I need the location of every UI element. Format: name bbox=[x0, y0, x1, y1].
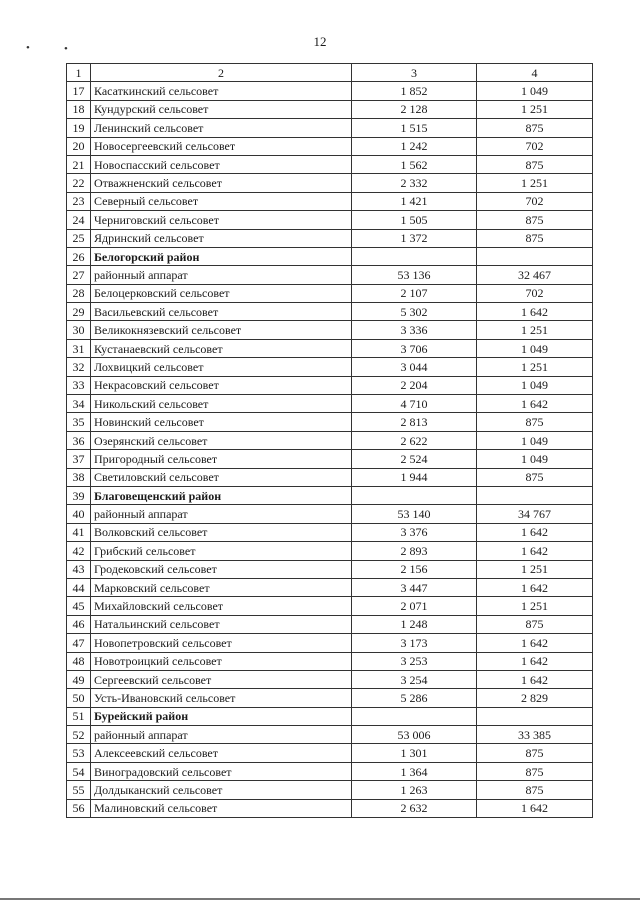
table-row bbox=[67, 578, 593, 596]
row-number: 41 bbox=[67, 523, 91, 541]
row-value-col4: 1 251 bbox=[477, 597, 593, 615]
row-value-col4: 33 385 bbox=[477, 726, 593, 744]
table-row bbox=[67, 615, 593, 633]
row-number: 55 bbox=[67, 781, 91, 799]
row-number: 43 bbox=[67, 560, 91, 578]
row-name: Васильевский сельсовет bbox=[91, 303, 352, 321]
table-row bbox=[67, 339, 593, 357]
row-value-col3: 1 248 bbox=[352, 615, 477, 633]
row-name: Светиловский сельсовет bbox=[91, 468, 352, 486]
row-value-col3: 2 524 bbox=[352, 450, 477, 468]
district-row bbox=[67, 707, 593, 725]
table-row bbox=[67, 321, 593, 339]
row-value-col3: 1 944 bbox=[352, 468, 477, 486]
row-value-col4: 1 642 bbox=[477, 634, 593, 652]
row-name: Бурейский район bbox=[91, 707, 352, 725]
row-value-col3: 1 364 bbox=[352, 762, 477, 780]
row-number: 37 bbox=[67, 450, 91, 468]
row-number: 36 bbox=[67, 431, 91, 449]
row-name: Белоцерковский сельсовет bbox=[91, 284, 352, 302]
row-number: 54 bbox=[67, 762, 91, 780]
row-value-col3: 53 140 bbox=[352, 505, 477, 523]
row-value-col4: 875 bbox=[477, 615, 593, 633]
row-value-col4: 875 bbox=[477, 744, 593, 762]
row-name: Новотроицкий сельсовет bbox=[91, 652, 352, 670]
row-number: 33 bbox=[67, 376, 91, 394]
row-value-col3 bbox=[352, 707, 477, 725]
row-name: Новоспасский сельсовет bbox=[91, 155, 352, 173]
table-row bbox=[67, 689, 593, 707]
row-value-col3: 2 204 bbox=[352, 376, 477, 394]
row-value-col4: 1 049 bbox=[477, 431, 593, 449]
page-number: 12 bbox=[313, 34, 327, 49]
row-value-col3: 5 302 bbox=[352, 303, 477, 321]
header-col-1: 1 bbox=[67, 64, 91, 82]
row-value-col4 bbox=[477, 247, 593, 265]
row-value-col3: 2 156 bbox=[352, 560, 477, 578]
row-name: Грибский сельсовет bbox=[91, 542, 352, 560]
row-value-col4: 1 049 bbox=[477, 82, 593, 100]
row-value-col4: 702 bbox=[477, 192, 593, 210]
row-name: Некрасовский сельсовет bbox=[91, 376, 352, 394]
header-col-2: 2 bbox=[91, 64, 352, 82]
row-value-col4: 1 251 bbox=[477, 560, 593, 578]
row-name: Никольский сельсовет bbox=[91, 395, 352, 413]
row-number: 35 bbox=[67, 413, 91, 431]
row-number: 23 bbox=[67, 192, 91, 210]
row-value-col3: 1 263 bbox=[352, 781, 477, 799]
row-value-col4: 1 642 bbox=[477, 578, 593, 596]
row-number: 42 bbox=[67, 542, 91, 560]
row-number: 18 bbox=[67, 100, 91, 118]
row-number: 51 bbox=[67, 707, 91, 725]
row-name: Пригородный сельсовет bbox=[91, 450, 352, 468]
header-col-4: 4 bbox=[477, 64, 593, 82]
row-value-col3: 2 332 bbox=[352, 174, 477, 192]
row-value-col3: 1 505 bbox=[352, 211, 477, 229]
row-value-col3: 1 301 bbox=[352, 744, 477, 762]
district-row bbox=[67, 247, 593, 265]
row-name: Великокнязевский сельсовет bbox=[91, 321, 352, 339]
row-number: 21 bbox=[67, 155, 91, 173]
row-value-col3: 2 107 bbox=[352, 284, 477, 302]
row-name: Михайловский сельсовет bbox=[91, 597, 352, 615]
budget-allocation-table bbox=[66, 63, 593, 818]
row-value-col4: 1 642 bbox=[477, 395, 593, 413]
row-name: Кундурский сельсовет bbox=[91, 100, 352, 118]
table-row bbox=[67, 413, 593, 431]
row-value-col4: 1 049 bbox=[477, 376, 593, 394]
row-number: 38 bbox=[67, 468, 91, 486]
row-number: 26 bbox=[67, 247, 91, 265]
row-value-col3: 4 710 bbox=[352, 395, 477, 413]
table-row bbox=[67, 192, 593, 210]
table-row bbox=[67, 100, 593, 118]
table-row bbox=[67, 376, 593, 394]
row-value-col3: 1 562 bbox=[352, 155, 477, 173]
row-name: Благовещенский район bbox=[91, 486, 352, 504]
row-name: Сергеевский сельсовет bbox=[91, 670, 352, 688]
row-number: 20 bbox=[67, 137, 91, 155]
row-name: Новинский сельсовет bbox=[91, 413, 352, 431]
table-row bbox=[67, 652, 593, 670]
row-value-col4: 1 049 bbox=[477, 339, 593, 357]
row-value-col4 bbox=[477, 486, 593, 504]
row-value-col3: 3 336 bbox=[352, 321, 477, 339]
row-name: Волковский сельсовет bbox=[91, 523, 352, 541]
row-number: 24 bbox=[67, 211, 91, 229]
row-value-col3: 3 254 bbox=[352, 670, 477, 688]
row-value-col3 bbox=[352, 486, 477, 504]
table-row bbox=[67, 781, 593, 799]
table-row bbox=[67, 634, 593, 652]
scan-edge-line bbox=[0, 898, 640, 900]
row-value-col4: 875 bbox=[477, 413, 593, 431]
row-value-col3: 5 286 bbox=[352, 689, 477, 707]
table-row bbox=[67, 670, 593, 688]
row-value-col4: 875 bbox=[477, 762, 593, 780]
table-row bbox=[67, 82, 593, 100]
table-header-row bbox=[67, 64, 593, 82]
row-name: районный аппарат bbox=[91, 266, 352, 284]
table-row bbox=[67, 229, 593, 247]
row-number: 49 bbox=[67, 670, 91, 688]
table-row bbox=[67, 450, 593, 468]
row-name: Усть-Ивановский сельсовет bbox=[91, 689, 352, 707]
row-value-col4: 2 829 bbox=[477, 689, 593, 707]
row-number: 47 bbox=[67, 634, 91, 652]
row-name: Новосергеевский сельсовет bbox=[91, 137, 352, 155]
row-name: районный аппарат bbox=[91, 505, 352, 523]
header-col-3: 3 bbox=[352, 64, 477, 82]
row-value-col3: 3 173 bbox=[352, 634, 477, 652]
row-name: Гродековский сельсовет bbox=[91, 560, 352, 578]
row-name: Северный сельсовет bbox=[91, 192, 352, 210]
row-number: 25 bbox=[67, 229, 91, 247]
row-number: 50 bbox=[67, 689, 91, 707]
row-name: Виноградовский сельсовет bbox=[91, 762, 352, 780]
row-number: 17 bbox=[67, 82, 91, 100]
row-value-col4: 875 bbox=[477, 781, 593, 799]
row-number: 48 bbox=[67, 652, 91, 670]
row-value-col3 bbox=[352, 247, 477, 265]
row-number: 53 bbox=[67, 744, 91, 762]
scan-speck: • bbox=[26, 42, 30, 54]
row-value-col3: 1 852 bbox=[352, 82, 477, 100]
table-row bbox=[67, 266, 593, 284]
district-row bbox=[67, 486, 593, 504]
row-number: 40 bbox=[67, 505, 91, 523]
table-row bbox=[67, 395, 593, 413]
row-value-col4: 875 bbox=[477, 155, 593, 173]
row-value-col4: 1 642 bbox=[477, 523, 593, 541]
row-value-col4: 1 251 bbox=[477, 174, 593, 192]
table-row bbox=[67, 560, 593, 578]
table-row bbox=[67, 174, 593, 192]
table-row bbox=[67, 726, 593, 744]
row-name: Ядринский сельсовет bbox=[91, 229, 352, 247]
row-number: 30 bbox=[67, 321, 91, 339]
table-row bbox=[67, 744, 593, 762]
table-row bbox=[67, 358, 593, 376]
row-number: 34 bbox=[67, 395, 91, 413]
scan-speck: • bbox=[64, 43, 68, 55]
row-value-col4: 875 bbox=[477, 119, 593, 137]
row-value-col4: 875 bbox=[477, 468, 593, 486]
table-row bbox=[67, 468, 593, 486]
table-row bbox=[67, 211, 593, 229]
row-value-col4: 1 251 bbox=[477, 100, 593, 118]
row-number: 29 bbox=[67, 303, 91, 321]
row-name: Алексеевский сельсовет bbox=[91, 744, 352, 762]
row-value-col4 bbox=[477, 707, 593, 725]
row-value-col3: 3 447 bbox=[352, 578, 477, 596]
row-value-col3: 2 813 bbox=[352, 413, 477, 431]
row-value-col3: 53 136 bbox=[352, 266, 477, 284]
table-row bbox=[67, 542, 593, 560]
table-row bbox=[67, 303, 593, 321]
row-value-col4: 875 bbox=[477, 211, 593, 229]
row-value-col3: 2 071 bbox=[352, 597, 477, 615]
table-row bbox=[67, 284, 593, 302]
row-number: 28 bbox=[67, 284, 91, 302]
row-value-col4: 702 bbox=[477, 284, 593, 302]
row-name: Черниговский сельсовет bbox=[91, 211, 352, 229]
row-value-col4: 1 642 bbox=[477, 670, 593, 688]
row-value-col3: 2 632 bbox=[352, 799, 477, 817]
row-number: 46 bbox=[67, 615, 91, 633]
row-value-col4: 1 642 bbox=[477, 652, 593, 670]
row-name: Кустанаевский сельсовет bbox=[91, 339, 352, 357]
row-value-col4: 1 642 bbox=[477, 303, 593, 321]
row-value-col4: 32 467 bbox=[477, 266, 593, 284]
row-value-col4: 875 bbox=[477, 229, 593, 247]
row-number: 52 bbox=[67, 726, 91, 744]
row-value-col4: 702 bbox=[477, 137, 593, 155]
row-value-col3: 53 006 bbox=[352, 726, 477, 744]
table-row bbox=[67, 505, 593, 523]
row-number: 45 bbox=[67, 597, 91, 615]
row-value-col3: 3 376 bbox=[352, 523, 477, 541]
row-number: 32 bbox=[67, 358, 91, 376]
row-value-col3: 1 421 bbox=[352, 192, 477, 210]
row-value-col3: 2 893 bbox=[352, 542, 477, 560]
row-value-col3: 3 706 bbox=[352, 339, 477, 357]
row-name: Отважненский сельсовет bbox=[91, 174, 352, 192]
row-name: Белогорский район bbox=[91, 247, 352, 265]
row-number: 27 bbox=[67, 266, 91, 284]
table-row bbox=[67, 799, 593, 817]
table-row bbox=[67, 431, 593, 449]
table-row bbox=[67, 137, 593, 155]
table-row bbox=[67, 523, 593, 541]
row-name: Марковский сельсовет bbox=[91, 578, 352, 596]
row-value-col3: 1 372 bbox=[352, 229, 477, 247]
row-name: Озерянский сельсовет bbox=[91, 431, 352, 449]
row-name: Лохвицкий сельсовет bbox=[91, 358, 352, 376]
row-value-col3: 3 253 bbox=[352, 652, 477, 670]
row-number: 39 bbox=[67, 486, 91, 504]
row-number: 19 bbox=[67, 119, 91, 137]
row-name: Долдыканский сельсовет bbox=[91, 781, 352, 799]
table-row bbox=[67, 119, 593, 137]
row-value-col3: 2 128 bbox=[352, 100, 477, 118]
table-row bbox=[67, 597, 593, 615]
table-row bbox=[67, 155, 593, 173]
row-name: Касаткинский сельсовет bbox=[91, 82, 352, 100]
row-name: Натальинский сельсовет bbox=[91, 615, 352, 633]
row-value-col4: 1 642 bbox=[477, 799, 593, 817]
row-name: Новопетровский сельсовет bbox=[91, 634, 352, 652]
row-name: Малиновский сельсовет bbox=[91, 799, 352, 817]
row-value-col3: 3 044 bbox=[352, 358, 477, 376]
row-value-col4: 1 251 bbox=[477, 358, 593, 376]
row-number: 22 bbox=[67, 174, 91, 192]
row-value-col3: 2 622 bbox=[352, 431, 477, 449]
row-value-col3: 1 242 bbox=[352, 137, 477, 155]
table-body bbox=[67, 64, 593, 818]
row-value-col3: 1 515 bbox=[352, 119, 477, 137]
row-value-col4: 34 767 bbox=[477, 505, 593, 523]
row-value-col4: 1 049 bbox=[477, 450, 593, 468]
row-number: 31 bbox=[67, 339, 91, 357]
row-number: 44 bbox=[67, 578, 91, 596]
table-row bbox=[67, 762, 593, 780]
row-value-col4: 1 642 bbox=[477, 542, 593, 560]
row-number: 56 bbox=[67, 799, 91, 817]
row-value-col4: 1 251 bbox=[477, 321, 593, 339]
row-name: Ленинский сельсовет bbox=[91, 119, 352, 137]
row-name: районный аппарат bbox=[91, 726, 352, 744]
